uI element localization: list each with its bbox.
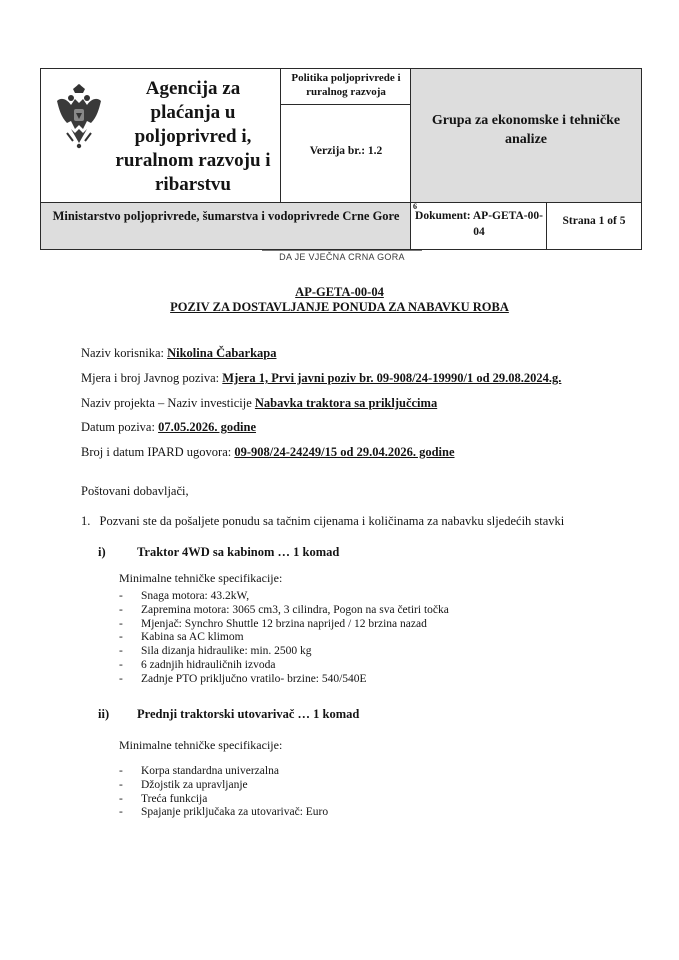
field-date-value: 07.05.2026. godine (158, 420, 257, 434)
field-user (81, 346, 277, 361)
item-1-spec-list (119, 590, 449, 687)
field-date-label: Datum poziva: (81, 420, 159, 434)
agency-name: Agencija za plaćanja u poljoprivred i, ruralnom razvoju i ribarstvu (115, 78, 271, 195)
field-measure-label: Mjera i broj Javnog poziva: (81, 371, 223, 385)
spec-item: - Džojstik za upravljanje (119, 779, 328, 793)
document-title: POZIV ZA DOSTAVLJANJE PONUDA ZA NABAVKU ROBA (170, 300, 509, 314)
page-number: Strana 1 of 5 (562, 215, 626, 227)
page-cell (546, 202, 642, 250)
montenegro-coat-of-arms-icon (53, 83, 105, 151)
spec-item: - Treća funkcija (119, 793, 328, 807)
intro-paragraph (81, 514, 564, 529)
intro-number: 1. (81, 514, 91, 528)
version-text: Verzija br.: 1.2 (309, 145, 383, 157)
spec-item: - Snaga motora: 43.2kW, (119, 590, 449, 604)
field-measure (81, 371, 561, 386)
spec-item: - Korpa standardna univerzalna (119, 765, 328, 779)
policy-cell (280, 68, 412, 106)
version-cell (280, 104, 412, 204)
policy-text: Politika poljoprivrede i ruralnog razvoja (291, 72, 401, 98)
item-2-title: Prednji traktorski utovarivač … 1 komad (137, 707, 360, 721)
field-user-label: Naziv korisnika: (81, 346, 168, 360)
greeting: Poštovani dobavljači, (81, 484, 189, 498)
field-user-value: Nikolina Čabarkapa (167, 346, 277, 360)
field-measure-value: Mjera 1, Prvi javni poziv br. 09-908/24-19990/1 od 29.08.2024.g. (222, 371, 562, 385)
document-mark: 6 (413, 202, 417, 211)
field-date (81, 420, 256, 435)
spec-item: - Zadnje PTO priključno vratilo- brzine: 540/540E (119, 673, 449, 687)
intro-text: Pozvani ste da pošaljete ponudu sa tačnim cijenama i količinama za nabavku sljedećih stavki (99, 514, 565, 528)
field-contract-value: 09-908/24-24249/15 od 29.04.2026. godine (234, 445, 455, 459)
group-cell (410, 68, 642, 204)
spec-item: - Zapremina motora: 3065 cm3, 3 cilindra, Pogon na sva četiri točka (119, 604, 449, 618)
field-contract (81, 445, 455, 460)
ministry-cell (40, 202, 412, 250)
item-2-spec-list (119, 765, 328, 820)
field-project-value: Nabavka traktora sa priključcima (254, 396, 438, 410)
item-1-spec-label: Minimalne tehničke specifikacije: (119, 571, 283, 585)
document-code: Dokument: AP-GETA-00-04 (415, 210, 543, 238)
spec-item: - Sila dizanja hidraulike: min. 2500 kg (119, 645, 449, 659)
item-1-title: Traktor 4WD sa kabinom … 1 komad (137, 545, 340, 559)
spec-item: - Spajanje priključaka za utovarivač: Euro (119, 806, 328, 820)
item-1-number: i) (98, 545, 106, 559)
group-text: Grupa za ekonomske i tehničke analize (431, 113, 621, 147)
spec-item: - Mjenjač: Synchro Shuttle 12 brzina naprijed / 12 brzina nazad (119, 618, 449, 632)
document-cell (410, 202, 548, 250)
field-project-label: Naziv projekta – Naziv investicije (81, 396, 255, 410)
item-2-number: ii) (98, 707, 110, 721)
field-project (81, 396, 437, 411)
field-contract-label: Broj i datum IPARD ugovora: (81, 445, 235, 459)
spec-item: - Kabina sa AC klimom (119, 631, 449, 645)
motto-text: DA JE VJEČNA CRNA GORA (262, 250, 422, 261)
document-code-title: AP-GETA-00-04 (295, 285, 384, 299)
spec-item: - 6 zadnjih hidrauličnih izvoda (119, 659, 449, 673)
item-2-spec-label: Minimalne tehničke specifikacije: (119, 738, 283, 752)
ministry-text: Ministarstvo poljoprivrede, šumarstva i vodoprivrede Crne Gore (52, 209, 400, 223)
agency-cell (40, 68, 282, 204)
